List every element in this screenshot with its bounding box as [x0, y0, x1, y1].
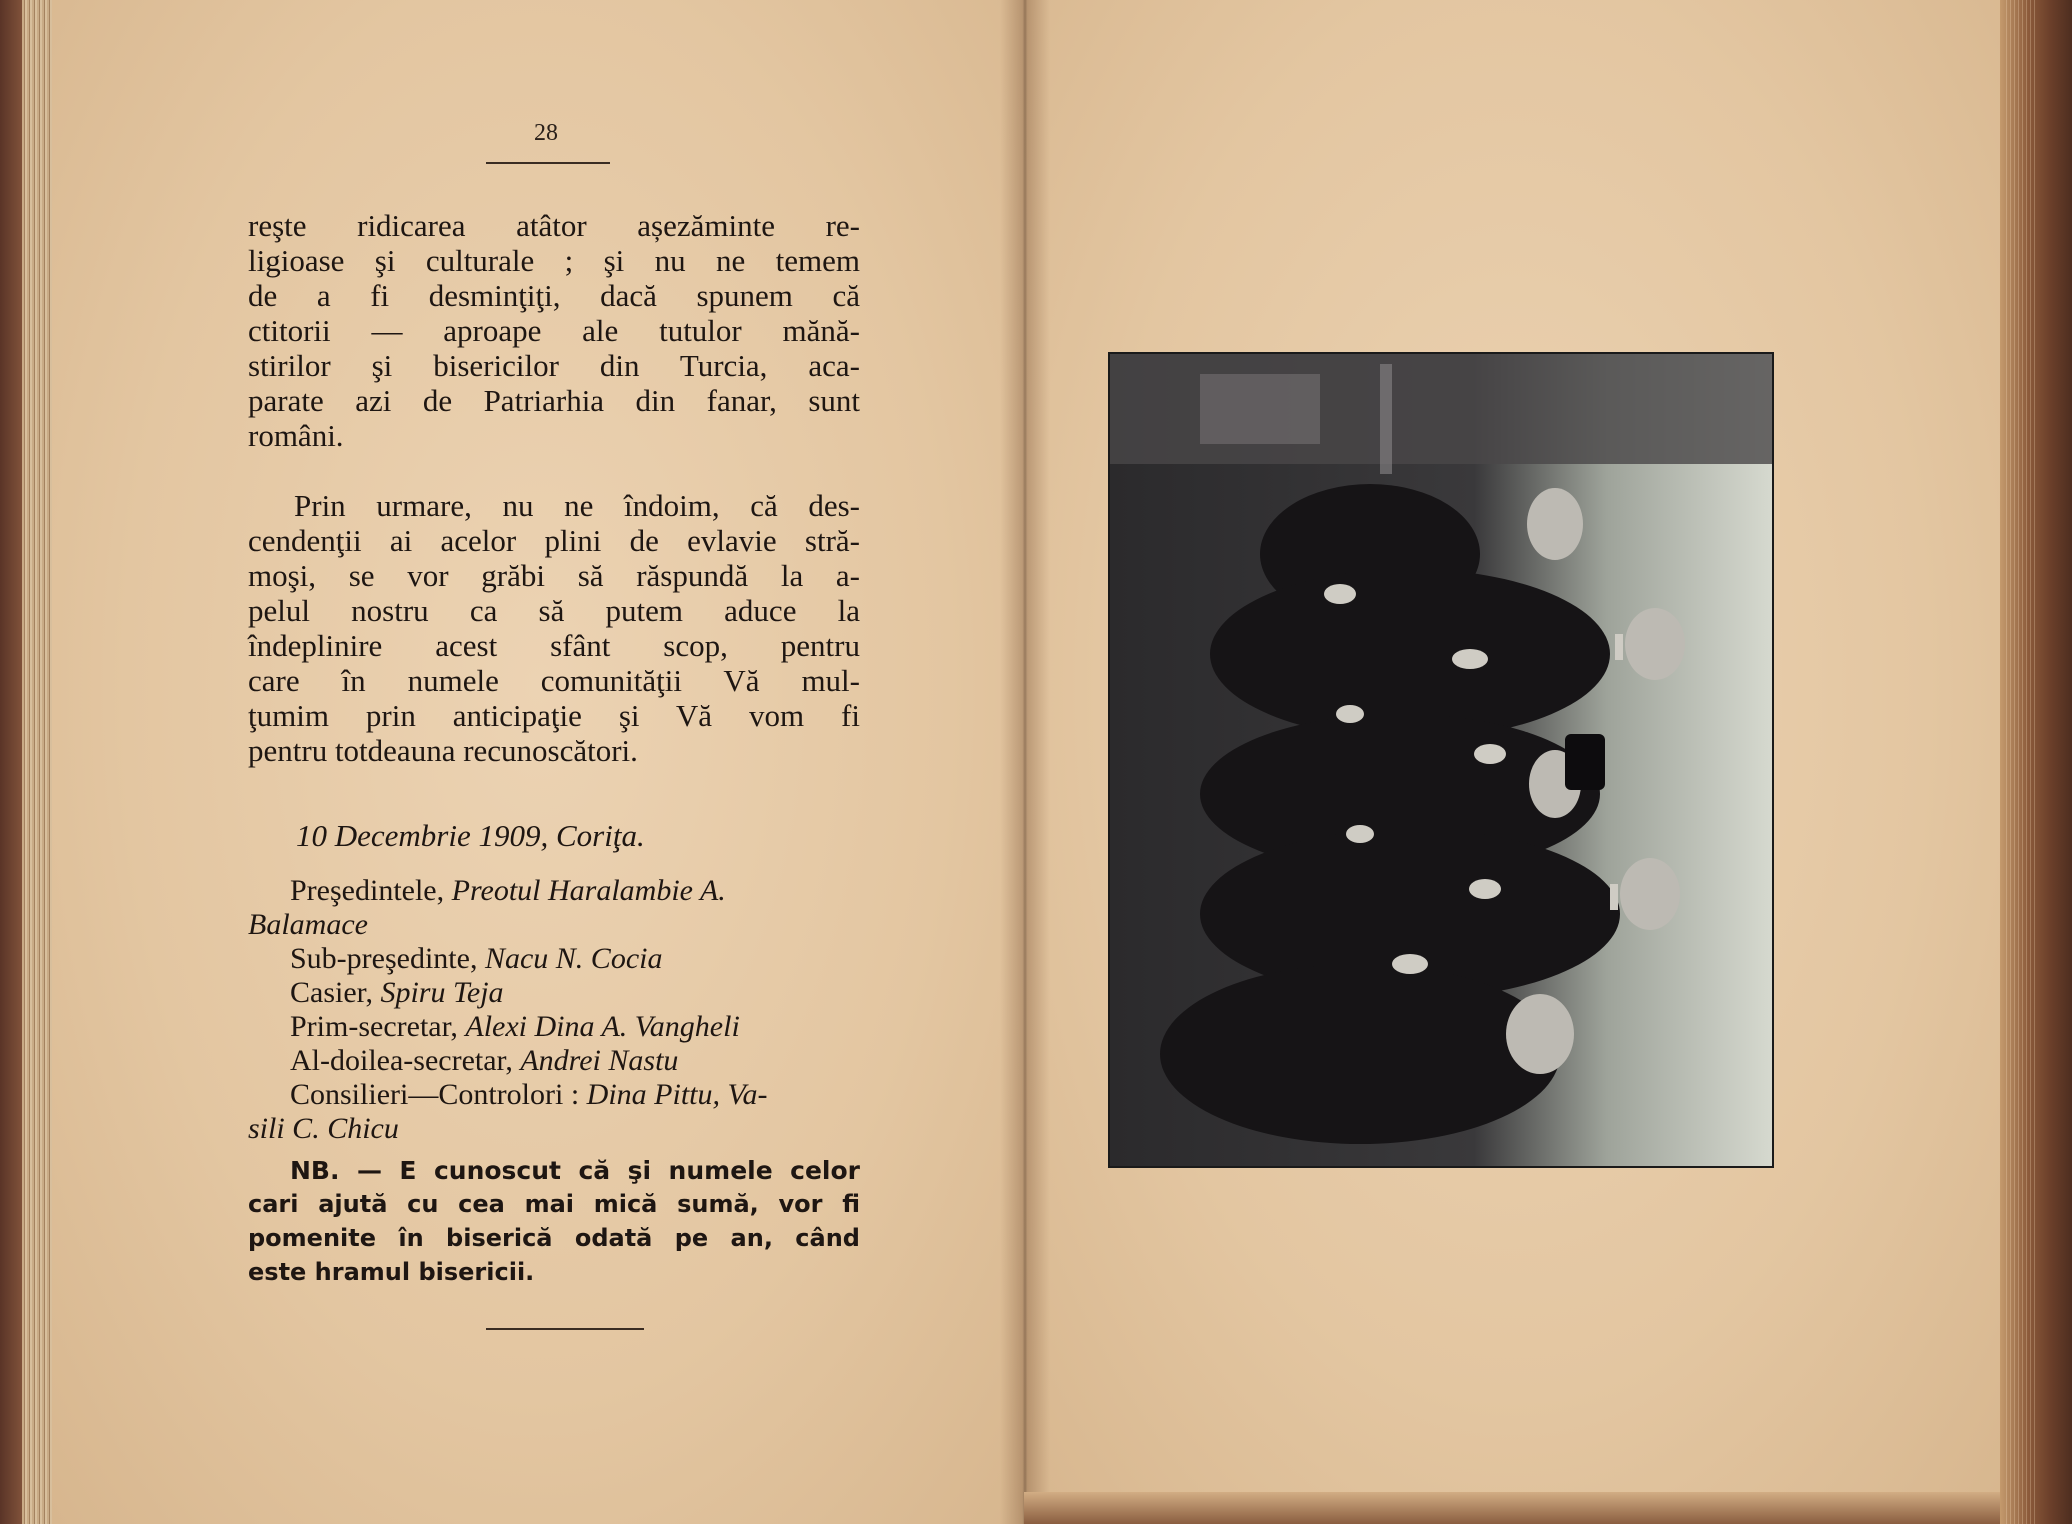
signatory-name: Andrei Nastu [520, 1044, 679, 1077]
signatory-name-continued: Balamace [248, 908, 368, 941]
text-line: moşi, se vor grăbi să răspundă la a- [248, 558, 860, 593]
text-line: ţumim prin anticipaţie şi Vă vom fi [248, 698, 860, 733]
signatory-role: Consilieri—Controlori : [290, 1078, 580, 1111]
left-page-stack [22, 0, 56, 1524]
bottom-rule [486, 1328, 644, 1330]
signatory-name-continued: sili C. Chicu [248, 1112, 399, 1145]
top-rule [486, 162, 610, 164]
text-line: stirilor şi bisericilor din Turcia, aca- [248, 348, 860, 383]
signatory-name: Spiru Teja [380, 976, 504, 1009]
signatory-cashier [290, 976, 910, 1010]
signatory-role: Al-doilea-secretar, [290, 1044, 513, 1077]
right-page-edges [2006, 0, 2036, 1524]
signatory-role: Preşedintele, [290, 874, 445, 907]
nb-line: cari ajută cu cea mai mică sumă, vor fi [248, 1190, 860, 1218]
text-line: ligioase şi culturale ; şi nu ne temem [248, 243, 860, 278]
text-line: pelul nostru ca să putem aduce la [248, 593, 860, 628]
signatory-name: Dina Pittu, Va- [586, 1078, 768, 1111]
signatory-vice-president [290, 942, 910, 976]
signatory-role: Sub-preşedinte, [290, 942, 478, 975]
date-line: 10 Decembrie 1909, Coriţa. [296, 818, 645, 853]
signatory-name: Nacu N. Cocia [484, 942, 663, 975]
signatory-role: Prim-secretar, [290, 1010, 458, 1043]
signatory-president [290, 874, 910, 908]
nb-line: NB. — E cunoscut că şi numele celor [290, 1156, 860, 1185]
bottom-page-edge [1024, 1492, 2000, 1524]
text-line: parate azi de Patriarhia din fanar, sunt [248, 383, 860, 418]
text-line: îndeplinire acest sfânt scop, pentru [248, 628, 860, 663]
signatory-name: Preotul Haralambie A. [451, 874, 726, 907]
signatory-name: Alexi Dina A. Vangheli [465, 1010, 740, 1043]
text-line: care în numele comunităţii Vă mul- [248, 663, 860, 698]
signatory-councillors [290, 1078, 910, 1112]
group-portrait-photo [1108, 352, 1774, 1168]
text-line: români. [248, 418, 344, 453]
page-number: 28 [534, 120, 558, 146]
text-line: Prin urmare, nu ne îndoim, că des- [294, 488, 860, 523]
text-line: reşte ridicarea atâtor așezăminte re- [248, 208, 860, 243]
text-line: pentru totdeauna recunoscători. [248, 733, 638, 768]
book-gutter [1000, 0, 1050, 1524]
nb-line: pomenite în biserică odată pe an, când [248, 1224, 860, 1252]
nb-line: este hramul bisericii. [248, 1258, 535, 1286]
text-line: de a fi desminţiţi, dacă spunem că [248, 278, 860, 313]
signatory-second-secretary [290, 1044, 910, 1078]
text-line: cendenţii ai acelor plini de evlavie stră- [248, 523, 860, 558]
signatory-role: Casier, [290, 976, 373, 1009]
signatory-first-secretary [290, 1010, 910, 1044]
text-line: ctitorii — aproape ale tutulor mănă- [248, 313, 860, 348]
